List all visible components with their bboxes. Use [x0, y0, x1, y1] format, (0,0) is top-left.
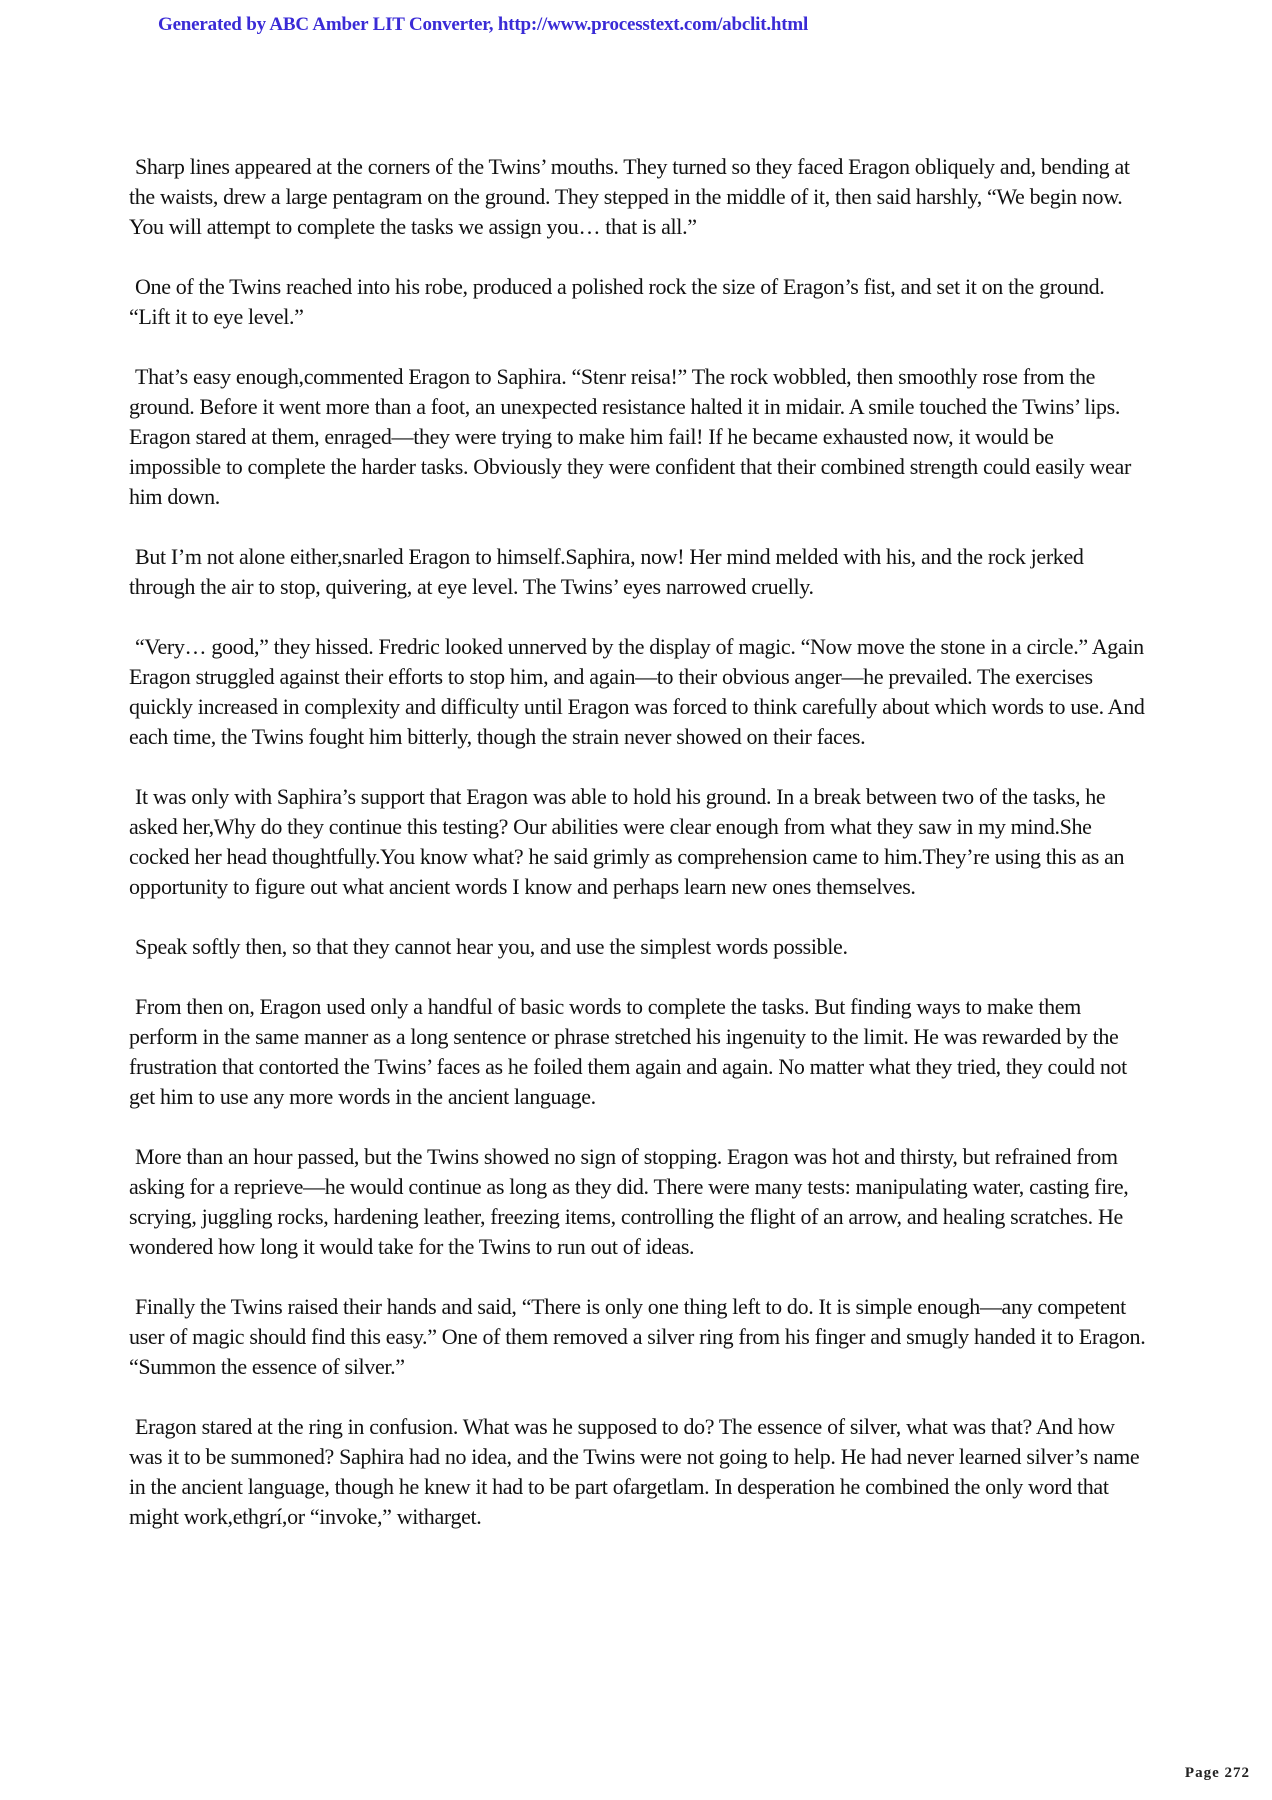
- paragraph: “Very… good,” they hissed. Fredric looked unnerved by the display of magic. “Now move the stone in a circle.” Again Eragon struggled against their efforts to stop him, and again—to their obvious anger—he prevailed. The exercises quickly increased in complexity and difficulty until Eragon was forced to think carefully about which words to use. And each time, the Twins fought him bitterly, though the strain never showed on their faces.: [129, 634, 1145, 749]
- paragraph: One of the Twins reached into his robe, produced a polished rock the size of Eragon’s fist, and set it on the ground. “Lift it to eye level.”: [129, 274, 1105, 329]
- paragraph: Eragon stared at the ring in confusion. What was he supposed to do? The essence of silver, what was that? And how was it to be summoned? Saphira had no idea, and the Twins were not going to help. He had never learned silver’s name in the ancient language, though he knew it had to be part ofargetlam. In desperation he combined the only word that might work,ethgrí,or “invoke,” witharget.: [129, 1414, 1140, 1529]
- paragraph: Sharp lines appeared at the corners of the Twins’ mouths. They turned so they faced Eragon obliquely and, bending at the waists, drew a large pentagram on the ground. They stepped in the middle of it, then said harshly, “We begin now. You will attempt to complete the tasks we assign you… that is all.”: [129, 154, 1130, 239]
- paragraph: From then on, Eragon used only a handful of basic words to complete the tasks. But finding ways to make them perform in the same manner as a long sentence or phrase stretched his ingenuity to the limit. He was rewarded by the frustration that contorted the Twins’ faces as he foiled them again and again. No matter what they tried, they could not get him to use any more words in the ancient language.: [129, 994, 1127, 1109]
- document-body: [129, 152, 1149, 1562]
- paragraph: But I’m not alone either,snarled Eragon to himself.Saphira, now! Her mind melded with his, and the rock jerked through the air to stop, quivering, at eye level. The Twins’ eyes narrowed cruelly.: [129, 544, 1084, 599]
- paragraph: Speak softly then, so that they cannot hear you, and use the simplest words possible.: [135, 934, 848, 959]
- converter-header-link[interactable]: Generated by ABC Amber LIT Converter, http://www.processtext.com/abclit.html: [158, 14, 809, 35]
- paragraph: That’s easy enough,commented Eragon to Saphira. “Stenr reisa!” The rock wobbled, then smoothly rose from the ground. Before it went more than a foot, an unexpected resistance halted it in midair. A smile touched the Twins’ lips. Eragon stared at them, enraged—they were trying to make him fail! If he became exhausted now, it would be impossible to complete the harder tasks. Obviously they were confident that their combined strength could easily wear him down.: [129, 364, 1131, 509]
- paragraph: Finally the Twins raised their hands and said, “There is only one thing left to do. It is simple enough—any competent user of magic should find this easy.” One of them removed a silver ring from his finger and smugly handed it to Eragon. “Summon the essence of silver.”: [129, 1294, 1146, 1379]
- paragraph: More than an hour passed, but the Twins showed no sign of stopping. Eragon was hot and thirsty, but refrained from asking for a reprieve—he would continue as long as they did. There were many tests: manipulating water, casting fire, scrying, juggling rocks, hardening leather, freezing items, controlling the flight of an arrow, and healing scratches. He wondered how long it would take for the Twins to run out of ideas.: [129, 1144, 1129, 1259]
- paragraph: It was only with Saphira’s support that Eragon was able to hold his ground. In a break between two of the tasks, he asked her,Why do they continue this testing? Our abilities were clear enough from what they saw in my mind.She cocked her head thoughtfully.You know what? he said grimly as comprehension came to him.They’re using this as an opportunity to figure out what ancient words I know and perhaps learn new ones themselves.: [129, 784, 1125, 899]
- page-number: Page 272: [1184, 1765, 1250, 1781]
